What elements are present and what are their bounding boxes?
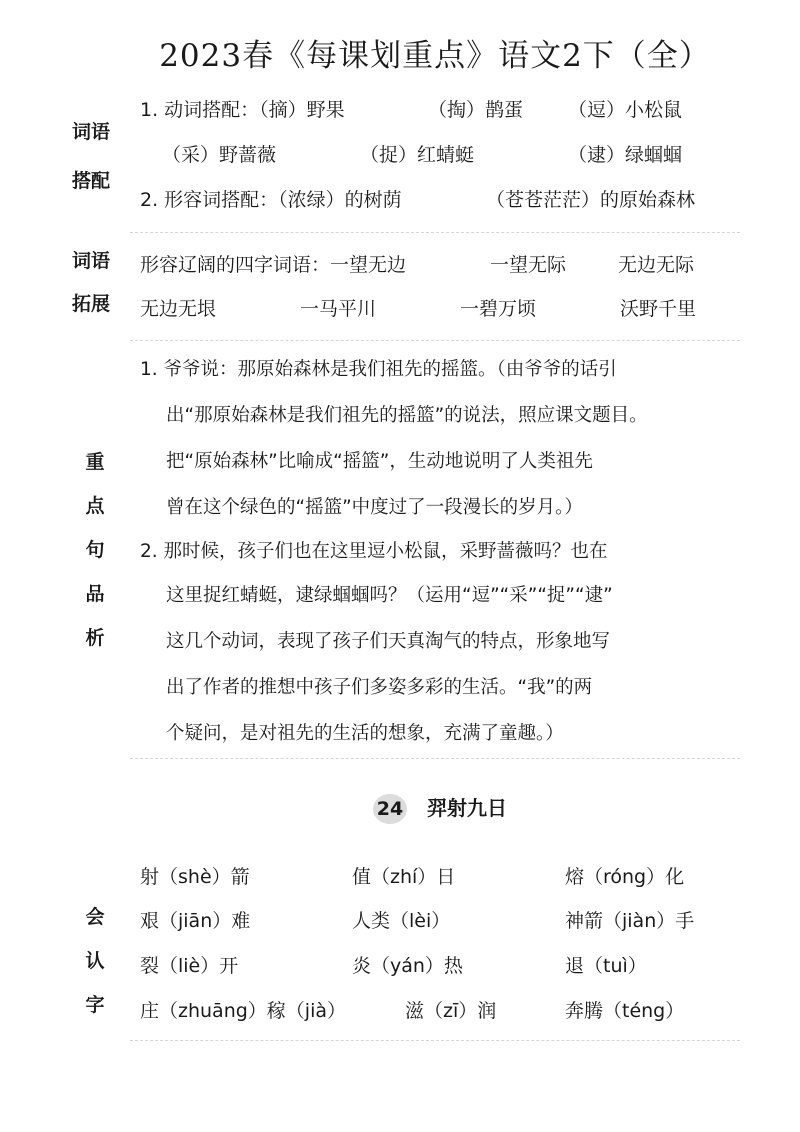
label-char: 重 (85, 451, 105, 473)
section-label-recognize (70, 895, 120, 1027)
collocation-item: （逗）小松鼠 (568, 99, 683, 121)
expansion-word: 一碧万顷 (460, 298, 537, 320)
character-item: 裂（liè）开 (140, 955, 239, 977)
collocation-item: （摘）野果 (259, 99, 345, 121)
collocation-item: （采）野蔷薇 (162, 144, 277, 166)
character-item: 庄（zhuāng）稼（jià） (140, 1000, 347, 1022)
character-item: 熔（róng）化 (565, 866, 685, 888)
analysis-line: 个疑问，是对祖先的生活的想象，充满了童趣。） (166, 723, 564, 744)
character-item: 退（tuì） (565, 955, 647, 977)
label-char: 析 (85, 627, 105, 649)
section-label-expansion (72, 247, 122, 320)
character-item: 滋（zī）润 (405, 1000, 497, 1022)
label-char: 会 (85, 906, 105, 928)
section-divider (130, 1040, 740, 1041)
section-divider (130, 758, 740, 759)
collocation-item: （逮）绿蝈蝈 (568, 144, 683, 166)
label-line: 搭配 (72, 170, 111, 193)
analysis-line: 这里捉红蜻蜓，逮绿蝈蝈吗？（运用“逗”“采”“捉”“逮” (166, 585, 613, 606)
label-char: 品 (85, 583, 105, 605)
verb-collocation-line (140, 95, 345, 122)
character-item: 射（shè）箭 (140, 866, 250, 888)
lesson-title: 羿射九日 (427, 796, 507, 820)
label-char: 句 (85, 539, 105, 561)
analysis-line: 把“原始森林”比喻成“摇篮”，生动地说明了人类祖先 (166, 451, 593, 472)
section-divider (130, 232, 740, 233)
analysis-line: 2. 那时候，孩子们也在这里逗小松鼠，采野蔷薇吗？也在 (140, 541, 608, 562)
verb-collocation-prefix: 1. 动词搭配： (140, 99, 260, 121)
page-title: 2023春《每课划重点》语文2下（全） (159, 38, 711, 74)
character-item: 炎（yán）热 (352, 955, 463, 977)
section-label-collocation (72, 118, 122, 197)
label-line: 词语 (72, 250, 111, 272)
label-char: 点 (85, 495, 105, 517)
character-item: 奔腾（téng） (565, 1000, 685, 1022)
analysis-line: 出了作者的推想中孩子们多姿多彩的生活。“我”的两 (166, 677, 593, 698)
character-item: 人类（lèi） (352, 910, 451, 932)
analysis-line: 这几个动词，表现了孩子们天真淘气的特点，形象地写 (166, 631, 611, 652)
character-item: 艰（jiān）难 (140, 910, 251, 932)
character-item: 值（zhí）日 (352, 866, 456, 888)
expansion-word: 一马平川 (300, 298, 377, 320)
analysis-line: 1. 爷爷说：那原始森林是我们祖先的摇篮。（由爷爷的话引 (140, 359, 617, 380)
collocation-item: （捉）红蜻蜓 (360, 144, 475, 166)
label-char: 认 (85, 950, 105, 972)
collocation-item: （浓绿）的树荫 (278, 189, 402, 211)
analysis-paragraphs (140, 355, 745, 745)
adjective-collocation-line (140, 185, 402, 212)
analysis-line: 出“那原始森林是我们祖先的摇篮”的说法，照应课文题目。 (166, 405, 648, 426)
label-char: 字 (85, 994, 105, 1016)
lesson-number-badge: 24 (373, 794, 407, 824)
collocation-item: （苍苍茫茫）的原始森林 (486, 189, 696, 211)
expansion-line-1 (140, 250, 406, 277)
expansion-word: 无边无际 (618, 254, 695, 276)
expansion-word: 沃野千里 (620, 298, 697, 320)
section-label-analysis (70, 440, 120, 660)
lesson-heading (0, 792, 800, 824)
expansion-word: 一望无际 (490, 254, 567, 276)
label-line: 词语 (72, 121, 111, 143)
character-item: 神箭（jiàn）手 (565, 910, 695, 932)
section-divider (130, 340, 740, 341)
label-line: 拓展 (72, 293, 111, 316)
analysis-line: 曾在这个绿色的“摇篮”中度过了一段漫长的岁月。） (166, 497, 583, 518)
adjective-collocation-prefix: 2. 形容词搭配： (140, 189, 279, 211)
expansion-word: 无边无垠 (140, 298, 217, 320)
expansion-word: 一望无边 (330, 254, 407, 276)
expansion-intro: 形容辽阔的四字词语： (140, 254, 331, 276)
collocation-item: （掏）鹊蛋 (428, 99, 524, 121)
